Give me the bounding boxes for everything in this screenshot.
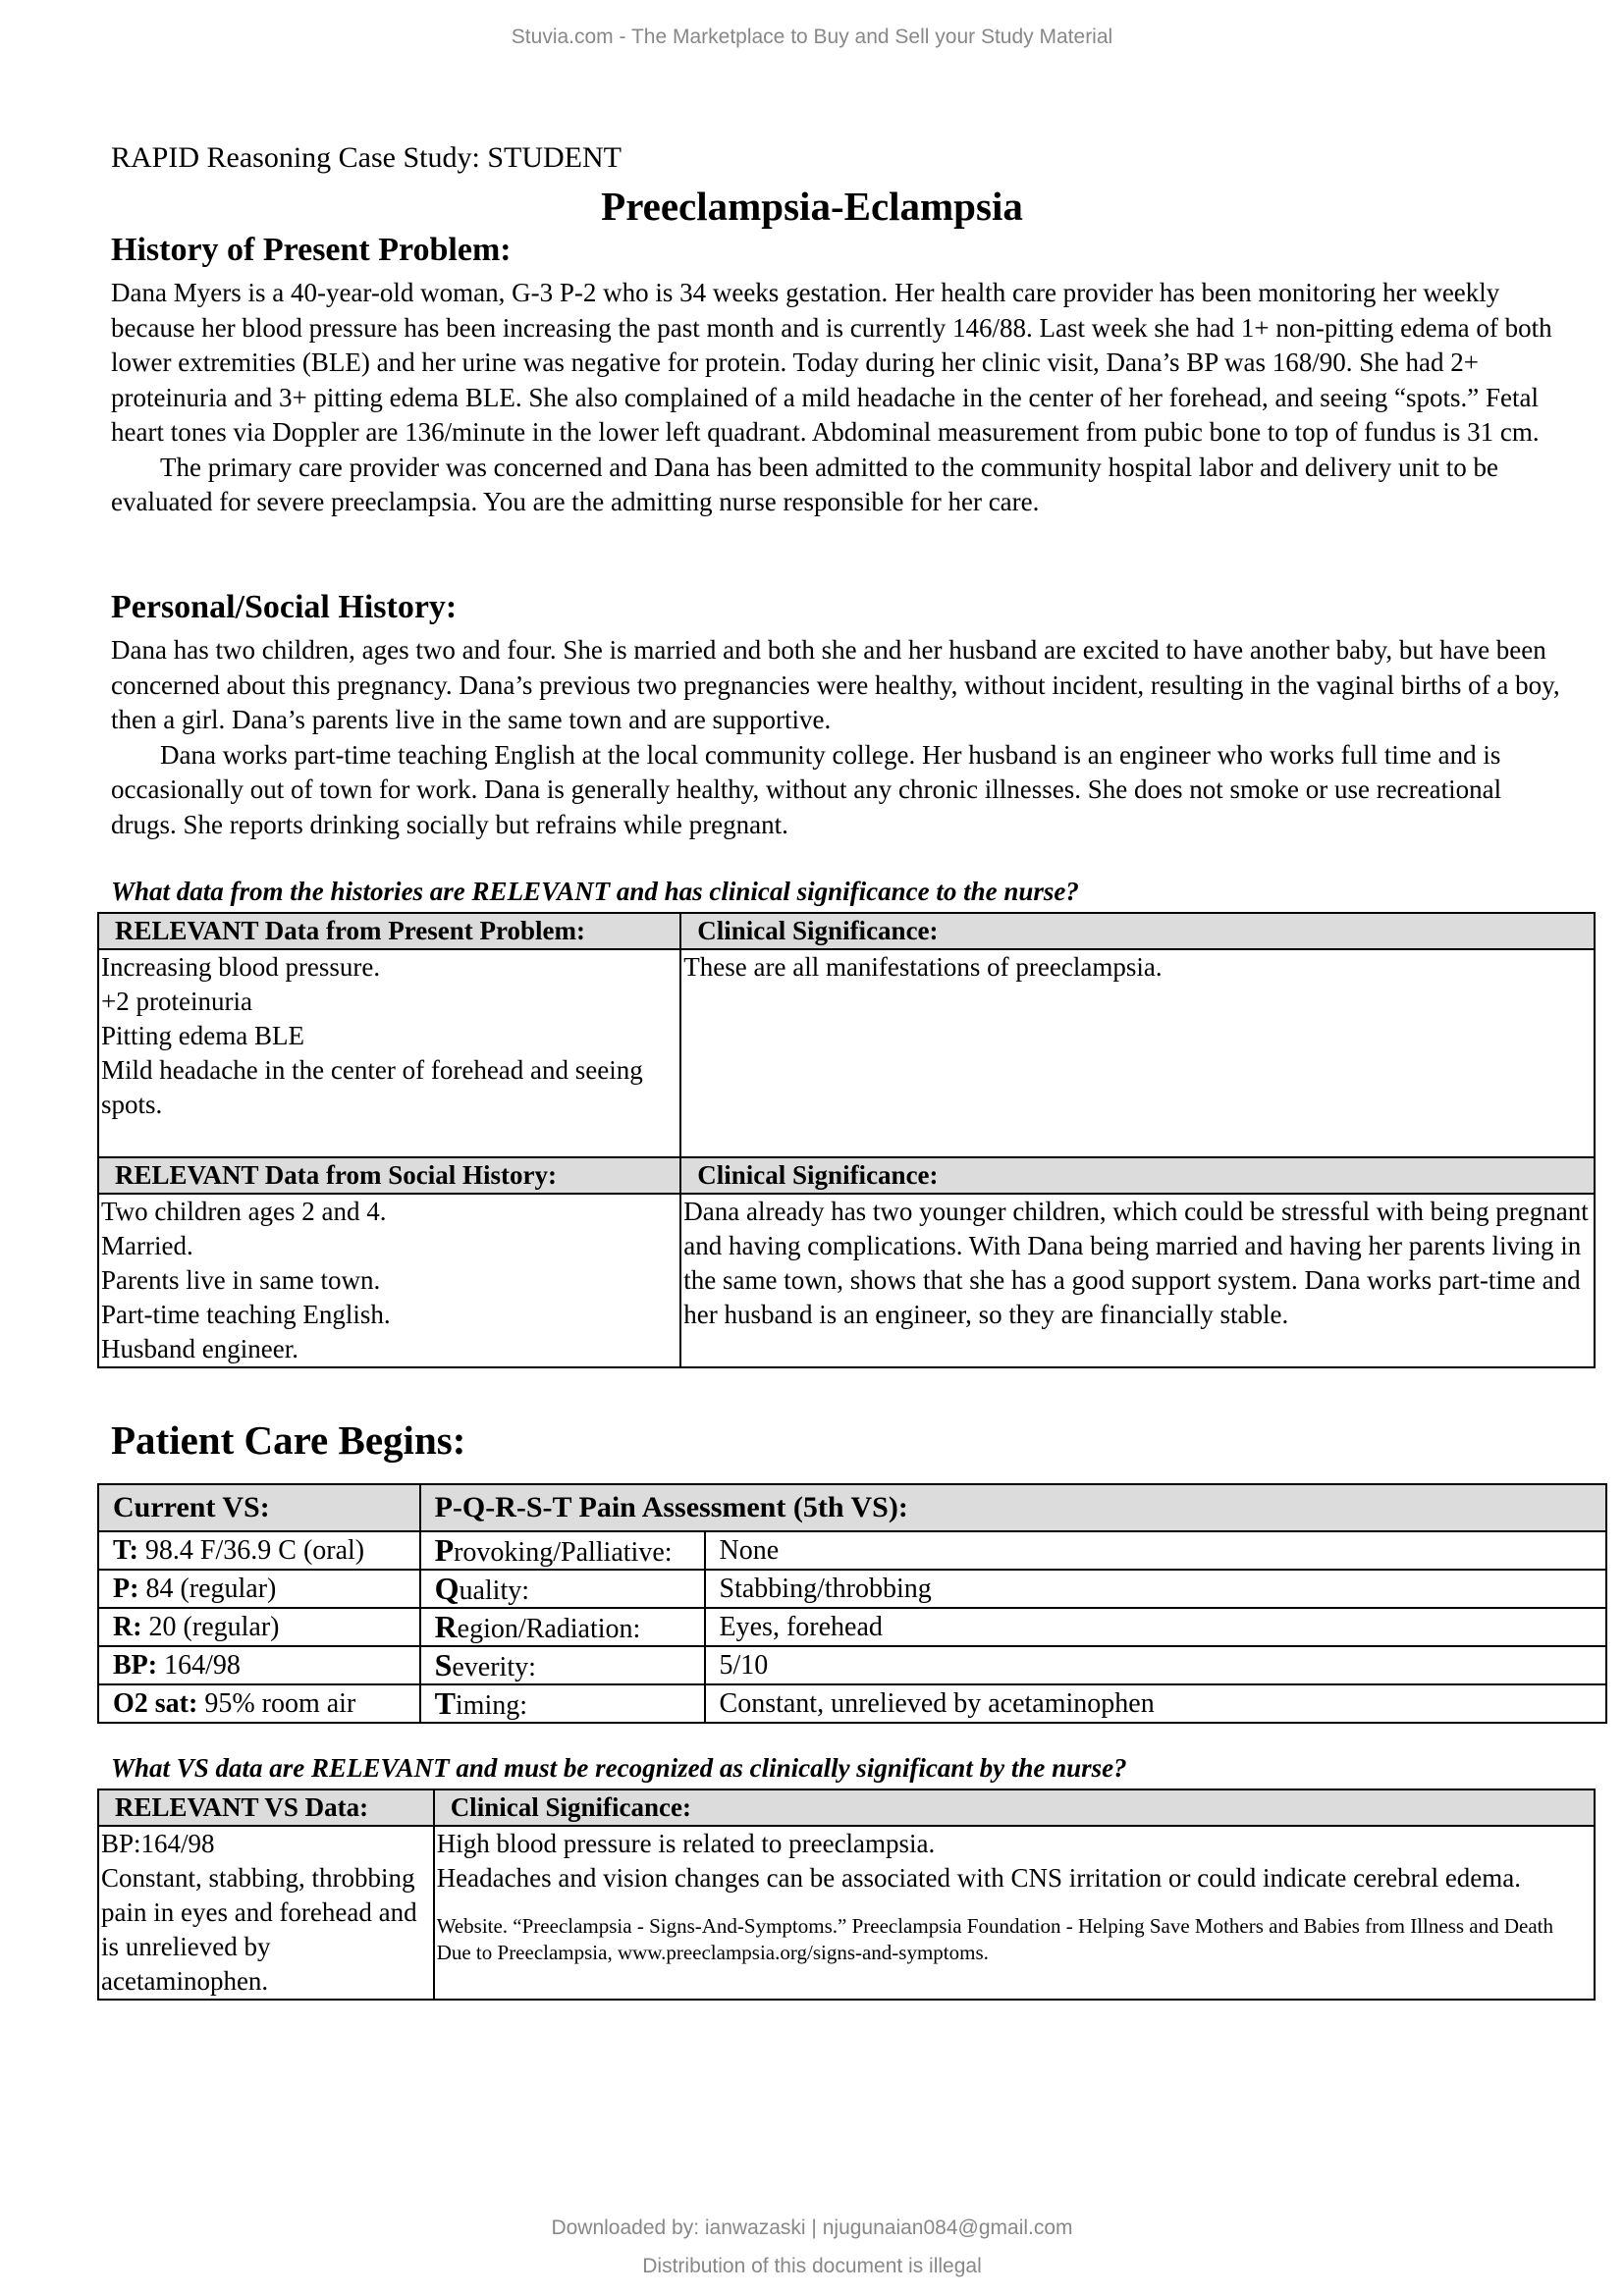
vs-significance-line: Headaches and vision changes can be associated with CNS irritation or could indicate cerebral edema. — [436, 1863, 1522, 1893]
vs-significance-header: Clinical Significance: — [434, 1789, 1595, 1826]
vital-o2-sat: O2 sat: 95% room air — [98, 1684, 420, 1723]
psh-heading: Personal/Social History: — [111, 589, 458, 625]
vital-pulse: P: 84 (regular) — [98, 1570, 420, 1608]
vs-data-item: BP:164/98 — [101, 1829, 215, 1858]
vital-signs-table — [97, 1483, 1607, 1724]
hpp-paragraph-1: Dana Myers is a 40-year-old woman, G-3 P-2 who is 34 weeks gestation. Her health care provider has been monitoring her weekly because her blood pressure has been increasing the past month and is currently 146/88. Last week she had 1+ non-pitting edema of both lower extremities (BLE) and her urine was negative for protein. Today during her clinic visit, Dana’s BP was 168/90. She had 2+ proteinuria and 3+ pitting edema BLE. She also complained of a mild headache in the center of her forehead, and seeing “spots.” Fetal heart tones via Doppler are 136/minute in the lower left quadrant. Abdominal measurement from pubic bone to top of fundus is 31 cm. — [111, 278, 1552, 447]
hpp-paragraph-2: The primary care provider was concerned and Dana has been admitted to the community hospital labor and delivery unit to be evaluated for severe preeclampsia. You are the admitting nurse responsible for her care. — [111, 452, 1499, 516]
watermark-downloaded-by: Downloaded by: ianwazaski | njugunaian084@gmail.com — [551, 2216, 1073, 2239]
current-vs-header: Current VS: — [98, 1484, 420, 1531]
history-question: What data from the histories are RELEVANT and has clinical significance to the nurse? — [111, 877, 1079, 906]
vs-significance-cell — [434, 1826, 1595, 2000]
vital-temperature: T: 98.4 F/36.9 C (oral) — [98, 1531, 420, 1570]
pain-timing-label: Timing: — [420, 1684, 705, 1723]
social-data-cell — [98, 1194, 680, 1367]
psh-body — [111, 633, 1564, 842]
pain-quality-label: Quality: — [420, 1570, 705, 1608]
social-item: Part-time teaching English. — [101, 1300, 391, 1329]
present-data-header: RELEVANT Data from Present Problem: — [98, 913, 680, 949]
pain-severity-value: 5/10 — [705, 1646, 1606, 1684]
history-relevance-table — [97, 912, 1596, 1368]
pain-provoking-value: None — [705, 1531, 1606, 1570]
vs-data-cell — [98, 1826, 434, 2000]
vs-significance-line: High blood pressure is related to preeclampsia. — [436, 1829, 936, 1858]
vs-data-item: Constant, stabbing, throbbing pain in eyes and forehead and is unrelieved by acetaminophen. — [101, 1863, 417, 1996]
vital-blood-pressure: BP: 164/98 — [98, 1646, 420, 1684]
present-item: Increasing blood pressure. — [101, 952, 381, 982]
vs-relevance-table — [97, 1789, 1596, 2001]
present-significance-cell: These are all manifestations of preeclampsia. — [680, 949, 1595, 1157]
document-kicker: RAPID Reasoning Case Study: STUDENT — [111, 141, 622, 174]
pain-assessment-header: P-Q-R-S-T Pain Assessment (5th VS): — [420, 1484, 1606, 1531]
pain-region-label: Region/Radiation: — [420, 1608, 705, 1646]
pain-timing-value: Constant, unrelieved by acetaminophen — [705, 1684, 1606, 1723]
present-data-cell — [98, 949, 680, 1157]
hpp-body — [111, 276, 1564, 520]
psh-paragraph-1: Dana has two children, ages two and four. She is married and both she and her husband are excited to have another baby, but have been concerned about this pregnancy. Dana’s previous two pregnancies were healthy, without incident, resulting in the vaginal births of a boy, then a girl. Dana’s parents live in the same town and are supportive. — [111, 635, 1560, 734]
pain-severity-label: Severity: — [420, 1646, 705, 1684]
social-significance-cell: Dana already has two younger children, which could be stressful with being pregnant and having complications. With Dana being married and having her parents living in the same town, shows that she has a good support system. Dana works part-time and her husband is an engineer, so they are financially stable. — [680, 1194, 1595, 1367]
pain-provoking-label: Provoking/Palliative: — [420, 1531, 705, 1570]
citation: Website. “Preeclampsia - Signs-And-Symptoms.” Preeclampsia Foundation - Helping Save Mothers and Babies from Illness and Death Due to Preeclampsia, www.preeclampsia.org/signs-and-symptoms. — [436, 1914, 1554, 1964]
watermark-distribution: Distribution of this document is illegal — [642, 2255, 982, 2277]
vs-question: What VS data are RELEVANT and must be recognized as clinically significant by the nurse? — [111, 1753, 1127, 1783]
social-significance-header: Clinical Significance: — [680, 1157, 1595, 1194]
pain-region-value: Eyes, forehead — [705, 1608, 1606, 1646]
present-item: Pitting edema BLE — [101, 1021, 304, 1050]
present-significance-header: Clinical Significance: — [680, 913, 1595, 949]
social-item: Married. — [101, 1231, 193, 1260]
watermark-top: Stuvia.com - The Marketplace to Buy and Sell your Study Material — [511, 26, 1113, 48]
social-item: Husband engineer. — [101, 1334, 298, 1363]
hpp-heading: History of Present Problem: — [111, 232, 512, 268]
vital-respiration: R: 20 (regular) — [98, 1608, 420, 1646]
social-item: Parents live in same town. — [101, 1265, 381, 1295]
patient-care-heading: Patient Care Begins: — [111, 1417, 466, 1463]
psh-paragraph-2: Dana works part-time teaching English at the local community college. Her husband is an engineer who works full time and is occasionally out of town for work. Dana is generally healthy, without any chronic illnesses. She does not smoke or use recreational drugs. She reports drinking socially but refrains while pregnant. — [111, 739, 1502, 839]
pain-quality-value: Stabbing/throbbing — [705, 1570, 1606, 1608]
vs-data-header: RELEVANT VS Data: — [98, 1789, 434, 1826]
present-item: Mild headache in the center of forehead and seeing spots. — [101, 1055, 643, 1119]
social-data-header: RELEVANT Data from Social History: — [98, 1157, 680, 1194]
document-title: Preeclampsia-Eclampsia — [601, 184, 1023, 229]
present-item: +2 proteinuria — [101, 987, 252, 1016]
social-item: Two children ages 2 and 4. — [101, 1197, 387, 1226]
